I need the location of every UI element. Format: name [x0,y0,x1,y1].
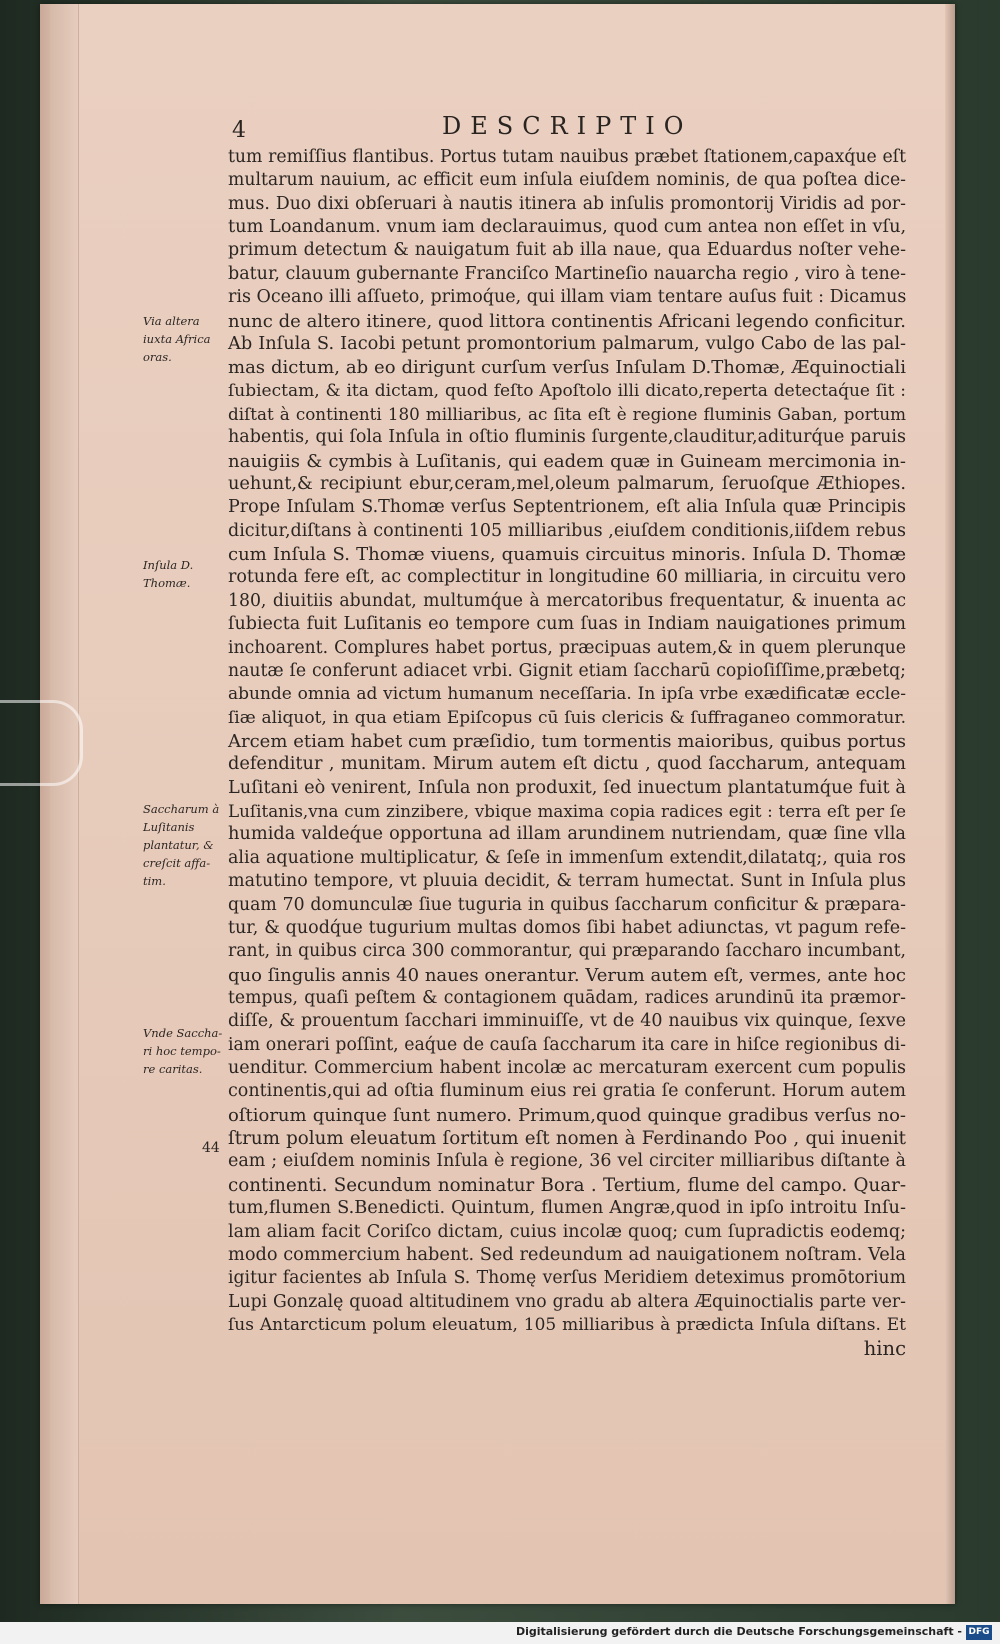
marginal-note-line: creſcit affa- [143,856,211,870]
marginal-note-line: Inſula D. [143,558,194,572]
text-line: ſtrum polum eleuatum ſortitum eſt nomen à Ferdinando Poo , qui inuenit [228,1128,906,1150]
footer-credit: Digitalisierung gefördert durch die Deutsche Forschungsgemeinschaft - [515,1625,962,1638]
text-line: humida valdeq́ue opportuna ad illam arundinem nutriendam, quæ ſine vlla [228,824,906,845]
text-line: tempus, quaſi peſtem & contagionem quādam, radices arundinū ita præmor- [228,987,906,1008]
page-fold-strip [50,4,79,1604]
text-line: eam ; eiuſdem nominis Inſula è regione, 36 vel circiter milliaribus diſtante à [228,1151,906,1172]
marginal-note [143,800,233,890]
text-line: quo ſingulis annis 40 naues onerantur. Verum autem eſt, vermes, ante hoc [228,964,906,986]
text-line: hinc [863,1337,906,1361]
text-line: Ab Inſula S. Iacobi petunt promontorium palmarum, vulgo Cabo de las pal- [228,333,906,354]
text-line: diſſe, & prouentum ſacchari imminuiſſe, vt de 40 nauibus vix quinque, ſexve [228,1011,906,1032]
page-edge-right [945,4,955,1604]
text-line: uenditur. Commercium habent incolæ ac mercaturam exercent cum populis [228,1058,906,1079]
text-line: ſubiectam, & ita dictam, quod feſto Apoſtolo illi dicato,reperta detectaq́ue ſit : [228,380,906,401]
dfg-logo-icon: DFG [966,1625,992,1640]
text-line: ſus Antarcticum polum eleuatum, 105 milliaribus à prædicta Inſula diſtans. Et [228,1314,906,1335]
text-line: tum Loandanum. vnum iam declarauimus, quod cum antea non eſſet in vſu, [228,217,907,238]
marginal-note-line: tim. [143,874,166,888]
text-line: nauigiis & cymbis à Luſitanis, qui eadem quæ in Guineam mercimonia in- [228,450,906,472]
text-line: diſtat à continenti 180 milliaribus, ac ſita eſt è regione fluminis Gaban, portum [228,403,906,424]
text-line: 180, diuitiis abundat, multumq́ue à mercatoribus frequentatur, & inuenta ac [228,590,906,611]
text-line: ſiæ aliquot, in qua etiam Epiſcopus cū ſuis clericis & ſuffraganeo commoratur. [228,707,906,728]
page-number: 4 [232,118,246,143]
text-line: multarum nauium, ac efficit eum inſula eiuſdem nominis, de qua poſtea dice- [228,170,906,191]
footer-bar [0,1622,1000,1644]
text-line: abunde omnia ad victum humanum neceſſaria. In ipſa vrbe exædificatæ eccle- [228,684,906,705]
marginal-note-line: Via altera [143,314,200,328]
text-line: lam aliam facit Coriſco dictam, cuius incolæ quoq; cum ſupradictis eodemq; [228,1221,906,1242]
marginal-note-line: Thomæ. [143,576,191,590]
marginal-note-line: oras. [143,350,172,364]
text-line: tum remiſſius flantibus. Portus tutam nauibus præbet ſtationem,capaxq́ue eſt [228,147,906,167]
text-line: quam 70 domunculæ ſiue tuguria in quibus ſaccharum conficitur & præpara- [228,894,906,915]
text-line: continenti. Secundum nominatur Bora . Tertium, flume del campo. Quar- [228,1174,906,1196]
running-title: DESCRIPTIO [442,112,693,140]
text-line: alia aquatione multiplicatur, & ſeſe in immenſum extendit,dilatatq;, quia ros [228,847,906,868]
text-line: tur, & quodq́ue tugurium multas domos ſibi habet adiunctas, vt pagum refe- [228,917,906,938]
text-line: ris Oceano illi aſſueto, primoq́ue, qui illam viam tentare auſus fuit : Dicamus [228,287,907,308]
text-line: rotunda fere eſt, ac complectitur in longitudine 60 milliaria, in circuitu vero [228,567,906,588]
marginal-note-line: Saccharum à [143,802,220,816]
text-line: defenditur , munitam. Mirum autem eſt dictu , quod ſaccharum, antequam [228,754,906,775]
text-line: primum detectum & nauigatum fuit ab illa naue, qua Eduardus noſter vehe- [228,240,906,261]
text-line: matutino tempore, vt pluuia decidit, & terram humectat. Sunt in Inſula plus [228,871,906,892]
text-line: Luſitani eò venirent, Inſula non produxit, ſed inuectum plantatumq́ue fuit à [228,777,906,798]
text-line: dicitur,diſtans à continenti 105 milliaribus ,eiuſdem conditionis,iiſdem rebus [228,520,906,541]
marginal-note-line: Vnde Saccha- [143,1026,223,1040]
text-line: mas dictum, ab eo dirigunt curſum verſus Inſulam D.Thomæ, Æquinoctiali [228,357,906,379]
stray-mark: 44 [202,1140,220,1156]
marginal-note [143,312,233,366]
text-line: iam onerari poſſint, eaq́ue de cauſa ſaccharum ita care in hiſce regionibus di- [228,1034,906,1055]
text-line: uehunt,& recipiunt ebur,ceram,mel,oleum palmarum, ſeruoſque Æthiopes. [228,474,906,495]
text-line: cum Inſula S. Thomæ viuens, quamuis circuitus minoris. Inſula D. Thomæ [228,544,906,566]
text-line: nautæ ſe conferunt adiacet vrbi. Gignit etiam ſaccharū copioſiſſime,præbetq; [228,660,906,681]
text-line: continentis,qui ad oſtia fluminum eius rei gratia ſe conferunt. Horum autem [228,1081,906,1102]
clip-mark [0,700,83,786]
marginal-note-line: plantatur, & [143,838,214,852]
marginal-note-line: iuxta Africa [143,332,211,346]
text-line: batur, clauum gubernante Franciſco Martineſio nauarcha regio , viro à tene- [228,263,906,284]
text-line: Arcem etiam habet cum præſidio, tum tormentis maioribus, quibus portus [228,730,906,752]
text-line: igitur facientes ab Inſula S. Thomę verſus Meridiem deteximus promōtorium [228,1268,906,1289]
text-line: rant, in quibus circa 300 commorantur, qui præparando ſaccharo incumbant, [228,941,906,962]
text-line: tum,flumen S.Benedicti. Quintum, flumen Angræ,quod in ipſo introitu Inſu- [228,1198,906,1219]
text-line: Luſitanis,vna cum zinzibere, vbique maxima copia radices egit : terra eſt per ſe [228,801,906,822]
text-line: mus. Duo dixi obſeruari à nautis itinera ab inſulis promontorij Viridis ad por- [228,193,906,214]
text-line: inchoarent. Complures habet portus, præcipuas autem,& in quem plerunque [228,637,906,658]
text-line: Prope Inſulam S.Thomæ verſus Septentrionem, eſt alia Inſula quæ Principis [228,497,906,518]
text-line: oſtiorum quinque ſunt numero. Primum,quod quinque gradibus verſus no- [228,1104,906,1126]
marginal-note-line: ri hoc tempo- [143,1044,221,1058]
body-text [228,146,906,1361]
marginal-note-line: Luſitanis [143,820,195,834]
text-line: modo commercium habent. Sed redeundum ad nauigationem noſtram. Vela [228,1244,906,1265]
marginal-note-line: re caritas. [143,1062,203,1076]
marginal-note [143,1024,233,1078]
text-line: habentis, qui ſola Inſula in oſtio fluminis ſurgente,clauditur,aditurq́ue paruis [228,427,906,448]
marginal-note [143,556,233,592]
text-line: ſubiecta fuit Luſitanis eo tempore cum ſuas in Indiam nauigationes primum [228,614,906,635]
text-line: nunc de altero itinere, quod littora continentis Africani legendo conficitur. [228,310,906,332]
text-line: Lupi Gonzalę quoad altitudinem vno gradu ab altera Æquinoctialis parte ver- [228,1291,906,1312]
